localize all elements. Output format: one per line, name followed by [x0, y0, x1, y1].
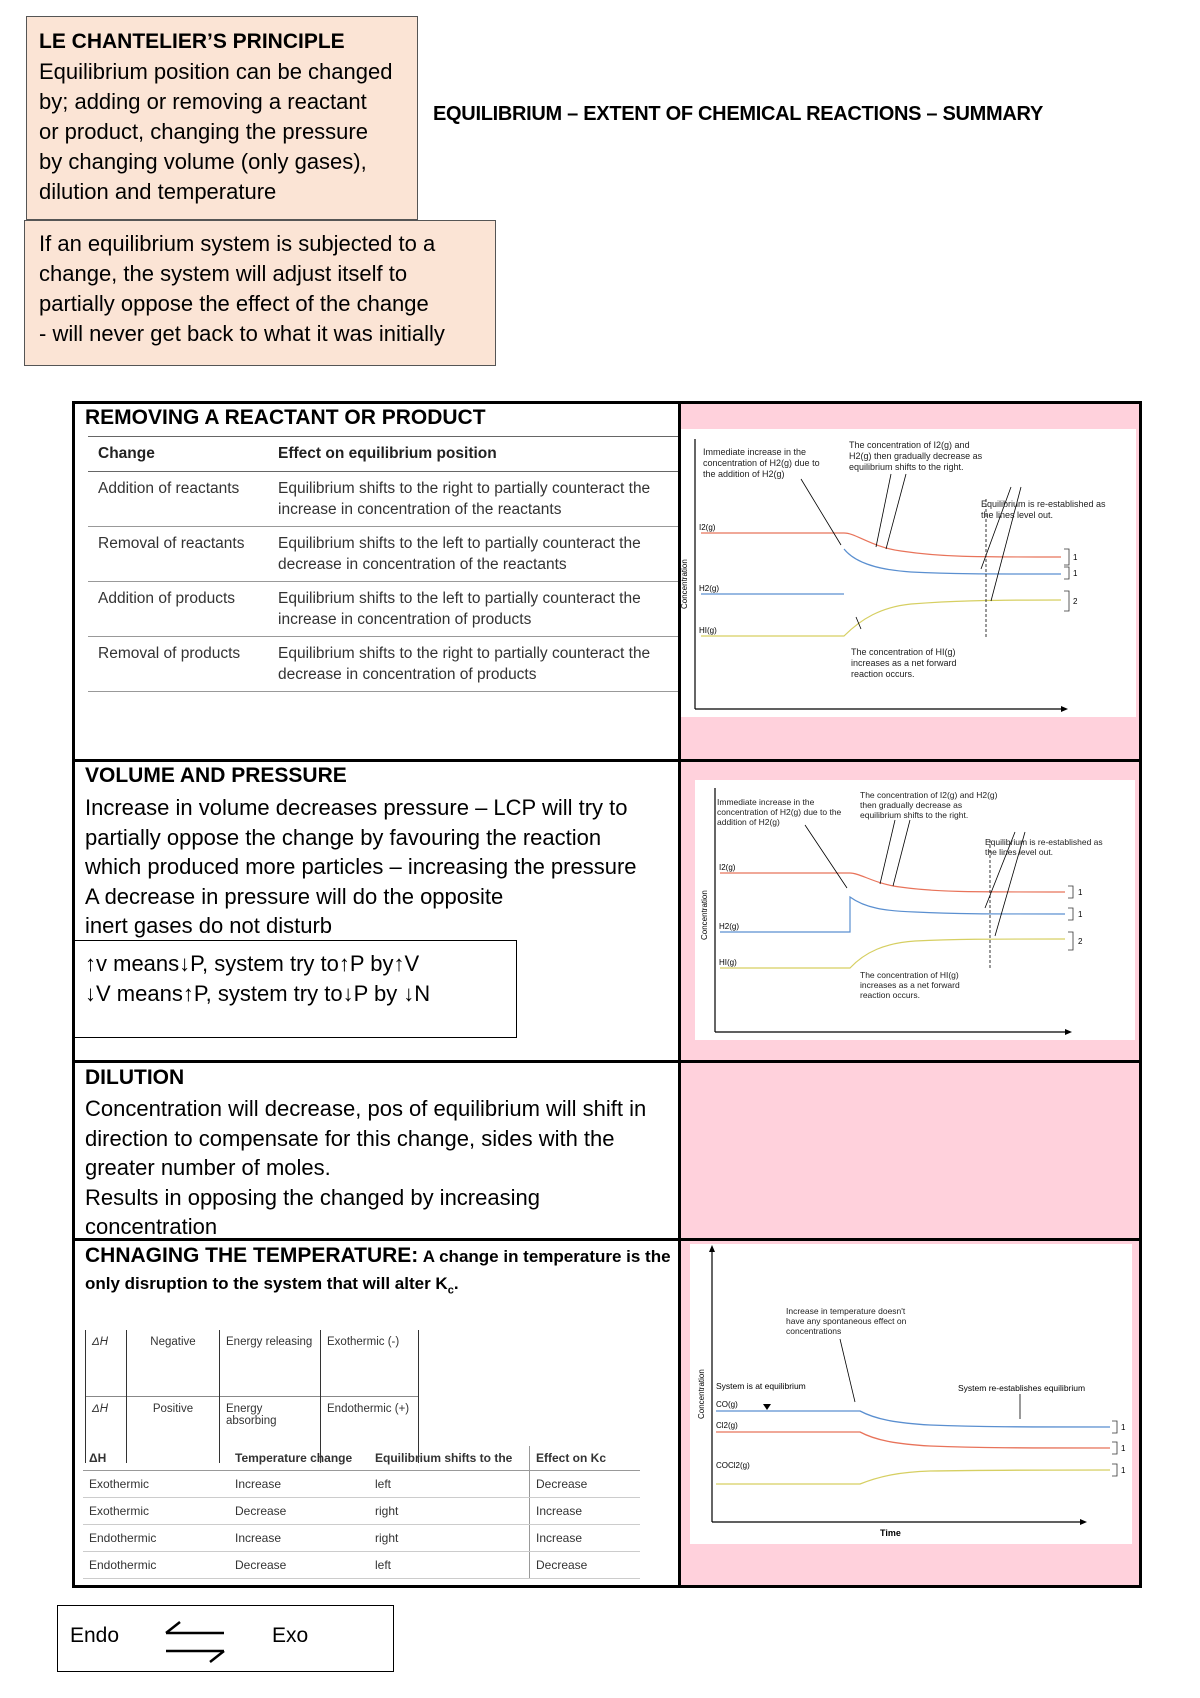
table-row [83, 1498, 640, 1525]
equilibrium-arrows-icon [160, 1616, 230, 1664]
annotation-arrow [856, 617, 861, 629]
y-axis-label: Concentration [697, 1369, 706, 1419]
annotation-hi: The concentration of HI(g) increases as a net forward reaction occurs. [860, 970, 960, 1000]
temperature-subtitle: A change in temperature is the only disruption to the system that will alter $K_c$. [85, 1247, 671, 1297]
table-row [83, 1552, 640, 1579]
lcp-explanation-box [24, 220, 496, 366]
table-cell: ΔH [86, 1330, 127, 1397]
h2-line [720, 897, 1065, 932]
table-cell: Equilibrium shifts to the right to partially counteract the increase in concentration of the reactants [268, 472, 678, 527]
annotation-arrow [840, 1339, 855, 1402]
table-row [83, 1525, 640, 1552]
volume-box-line: ↓V means↑P, system try to↓P by ↓N [85, 981, 431, 1006]
annotation-increase: Increase in temperature doesn't have any spontaneous effect on concentrations [786, 1306, 907, 1336]
series-label: I2(g) [699, 523, 716, 532]
table-header: Equilibrium shifts to the [369, 1446, 530, 1471]
dilution-line: direction to compensate for this change, sides with the [85, 1125, 615, 1151]
table-cell: Increase [229, 1471, 369, 1498]
table-cell: Equilibrium shifts to the left to partially counteract the decrease in concentration of the reactants [268, 527, 678, 582]
temperature-heading-block [85, 1243, 675, 1303]
annotation-reestablished: Equilibrium is re-established as the lines level out. [985, 837, 1103, 857]
delta-h-table [85, 1330, 419, 1463]
bracket [1064, 549, 1069, 565]
table-cell: Decrease [530, 1471, 641, 1498]
volume-box-line: ↑v means↓P, system try to↑P by↑V [85, 951, 420, 976]
series-label: I2(g) [719, 863, 736, 872]
hi-line [701, 600, 1061, 636]
volume-pressure-box [74, 940, 517, 1038]
volume-line: inert gases do not disturb [85, 913, 333, 938]
cl2-line [716, 1432, 1110, 1448]
ratio-label: 1 [1078, 888, 1083, 897]
bracket [1112, 1442, 1117, 1454]
lcp-line: by; adding or removing a reactant [39, 89, 367, 114]
table-row [88, 472, 678, 527]
table-row [88, 582, 678, 637]
table-cell: Equilibrium shifts to the left to partially counteract the increase in concentration of products [268, 582, 678, 637]
table-row [83, 1471, 640, 1498]
cocl2-line [716, 1470, 1110, 1484]
annotation-reestablished: Equilibrium is re-established as the lines level out. [981, 499, 1106, 520]
table-cell: right [369, 1525, 530, 1552]
annotation-add: Immediate increase in the concentration of H2(g) due to the addition of H2(g) [703, 447, 820, 479]
dilution-text [85, 1094, 675, 1242]
lcp2-line: - will never get back to what it was initially [39, 321, 445, 346]
table-cell: Exothermic [83, 1471, 229, 1498]
ratio-label: 2 [1073, 597, 1078, 606]
ratio-label: 1 [1121, 1466, 1126, 1475]
table-cell: right [369, 1498, 530, 1525]
table-cell: Decrease [530, 1552, 641, 1579]
annotation-gradual: The concentration of I2(g) and H2(g) then gradually decrease as equilibrium shifts to the right. [860, 790, 998, 820]
delta-h-table-wrap [85, 1330, 419, 1463]
bracket [1112, 1421, 1117, 1433]
dilution-line: concentration [85, 1214, 218, 1239]
subscript: c [447, 1284, 454, 1297]
table-cell: Exothermic (-) [321, 1330, 419, 1397]
y-axis-label: Concentration [700, 890, 709, 940]
ratio-label: 1 [1121, 1444, 1126, 1453]
lcp-line: dilution and temperature [39, 179, 277, 204]
ratio-label: 1 [1078, 910, 1083, 919]
bracket [1068, 932, 1073, 950]
series-label: CO(g) [716, 1400, 738, 1409]
concentration-graph-1 [681, 429, 1136, 717]
volume-line: Increase in volume decreases pressure – LCP will try to [85, 795, 628, 820]
volume-heading: VOLUME AND PRESSURE [85, 764, 347, 787]
table-cell: left [369, 1552, 530, 1579]
hi-line [720, 939, 1065, 968]
ratio-label: 1 [1121, 1423, 1126, 1432]
table-cell: Positive [127, 1397, 220, 1464]
annotation-add: Immediate increase in the concentration of H2(g) due to the addition of H2(g) [717, 797, 842, 827]
temperature-table [83, 1446, 640, 1579]
lcp2-line: If an equilibrium system is subjected to a [39, 231, 436, 256]
endo-exo-box [57, 1605, 394, 1672]
co-line [716, 1411, 1110, 1427]
lcp-line: by changing volume (only gases), [39, 149, 367, 174]
i2-line [720, 873, 1065, 892]
endo-label: Endo [70, 1624, 120, 1647]
table-header: Effect on equilibrium position [268, 437, 678, 472]
effect-table-wrap [88, 436, 678, 692]
ratio-label: 2 [1078, 937, 1083, 946]
x-axis-arrow [1061, 706, 1068, 712]
lcp-heading: LE CHANTELIER’S PRINCIPLE [39, 30, 345, 53]
table-cell: Exothermic [83, 1498, 229, 1525]
dilution-line: greater number of moles. [85, 1155, 331, 1180]
table-cell: Decrease [229, 1552, 369, 1579]
table-cell: Endothermic [83, 1525, 229, 1552]
effect-table [88, 436, 678, 692]
table-cell: Negative [127, 1330, 220, 1397]
table-cell: Increase [530, 1498, 641, 1525]
bracket [1064, 567, 1069, 579]
page-title: EQUILIBRIUM – EXTENT OF CHEMICAL REACTIONS – SUMMARY [433, 103, 1043, 125]
annotation-arrow [893, 820, 910, 886]
ratio-label: 1 [1073, 569, 1078, 578]
table-cell: Energy absorbing [220, 1397, 321, 1464]
dilution-line: Concentration will decrease, pos of equilibrium will shift in [85, 1096, 647, 1121]
table-header: Effect on Kc [530, 1446, 641, 1471]
row-divider [72, 759, 1142, 762]
table-cell: Energy releasing [220, 1330, 321, 1397]
h2-line-after [844, 549, 1061, 574]
annotation-hi: The concentration of HI(g) increases as a net forward reaction occurs. [851, 647, 957, 679]
temperature-graph [690, 1244, 1132, 1544]
bracket [1068, 886, 1073, 898]
series-label: H2(g) [699, 584, 720, 593]
series-label: H2(g) [719, 922, 740, 931]
table-cell: Equilibrium shifts to the right to partially counteract the decrease in concentration of products [268, 637, 678, 692]
annotation-arrow [805, 825, 847, 888]
note-equilibrium: System is at equilibrium [716, 1381, 806, 1391]
table-cell: Addition of products [88, 582, 268, 637]
lcp-line: or product, changing the pressure [39, 119, 368, 144]
ratio-label: 1 [1073, 553, 1078, 562]
series-label: COCl2(g) [716, 1461, 750, 1470]
y-axis-label: Concentration [680, 559, 689, 609]
annotation-arrow [880, 820, 895, 884]
note-reestablish: System re-establishes equilibrium [958, 1383, 1086, 1393]
table-cell: Increase [530, 1525, 641, 1552]
table-row [88, 637, 678, 692]
x-axis-arrow [1080, 1519, 1087, 1525]
bracket [1064, 591, 1069, 611]
lcp-line: Equilibrium position can be changed [39, 59, 393, 84]
i2-line [701, 533, 1061, 557]
bracket [1112, 1464, 1117, 1476]
annotation-arrow [801, 479, 841, 545]
y-axis-arrow [709, 1245, 715, 1252]
graph-3-svg [690, 1244, 1132, 1544]
lcp2-line: partially oppose the effect of the change [39, 291, 429, 316]
table-cell: Endothermic [83, 1552, 229, 1579]
table-header: Temperature change [229, 1446, 369, 1471]
temperature-subtitle-text: A change in temperature is the only disruption to the system that will alter K [85, 1247, 671, 1293]
table-cell: Decrease [229, 1498, 369, 1525]
x-axis-arrow [1065, 1029, 1072, 1035]
table-row [88, 527, 678, 582]
volume-line: A decrease in pressure will do the opposite [85, 883, 504, 909]
table-header: ΔH [83, 1446, 229, 1471]
annotation-gradual: The concentration of I2(g) and H2(g) then gradually decrease as equilibrium shifts to the right. [849, 440, 983, 472]
x-axis-label: Time [880, 1528, 901, 1538]
volume-text [85, 793, 675, 941]
exo-label: Exo [272, 1624, 309, 1647]
temperature-heading: CHNAGING THE TEMPERATURE: [85, 1244, 419, 1267]
series-label: HI(g) [699, 626, 717, 635]
row-divider [72, 1060, 1142, 1063]
dilution-line: Results in opposing the changed by increasing [85, 1184, 540, 1210]
series-label: Cl2(g) [716, 1421, 738, 1430]
table-cell: Addition of reactants [88, 472, 268, 527]
concentration-graph-2 [695, 780, 1135, 1040]
volume-line: which produced more particles – increasing the pressure [85, 854, 637, 879]
marker-arrow [763, 1404, 771, 1410]
annotation-arrow [876, 474, 891, 547]
volume-line: partially oppose the change by favouring the reaction [85, 824, 602, 850]
table-cell: ΔH [86, 1397, 127, 1464]
temperature-table-wrap [83, 1446, 640, 1579]
removing-heading: REMOVING A REACTANT OR PRODUCT [85, 406, 486, 429]
series-label: HI(g) [719, 958, 737, 967]
lcp2-line: change, the system will adjust itself to [39, 261, 408, 286]
table-cell: Removal of products [88, 637, 268, 692]
table-cell: Removal of reactants [88, 527, 268, 582]
dilution-heading: DILUTION [85, 1066, 185, 1089]
table-cell: Increase [229, 1525, 369, 1552]
bracket [1068, 908, 1073, 920]
table-header: Change [88, 437, 268, 472]
lcp-definition-box [26, 16, 418, 220]
table-cell: Endothermic (+) [321, 1397, 419, 1464]
table-row [86, 1330, 419, 1397]
table-cell: left [369, 1471, 530, 1498]
